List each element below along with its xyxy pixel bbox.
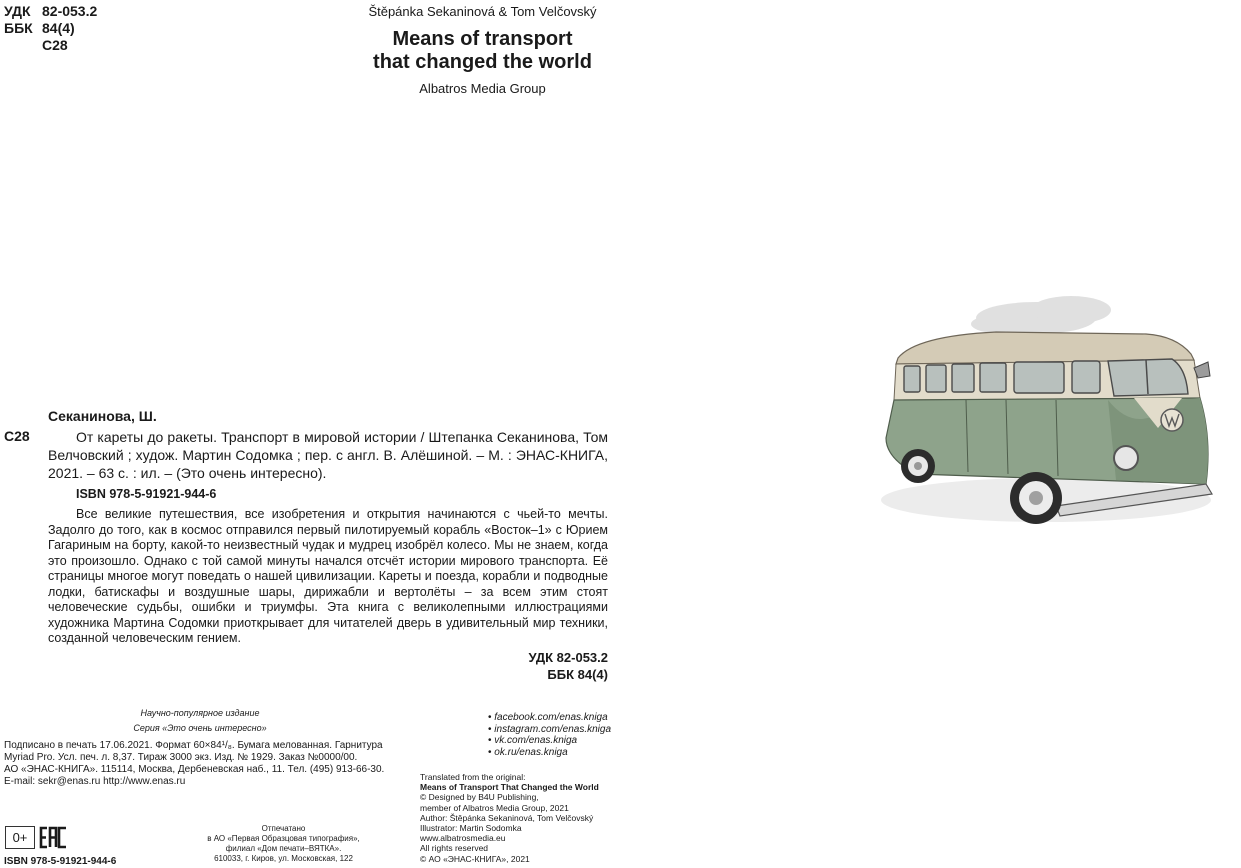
social-link-ok[interactable]: • ok.ru/enas.kniga: [488, 747, 611, 759]
credit-line: © Designed by B4U Publishing,: [420, 792, 539, 803]
front-wheel: [1010, 472, 1062, 524]
social-link-facebook[interactable]: • facebook.com/enas.kniga: [488, 712, 611, 724]
credit-line: Author: Štěpánka Sekaninová, Tom Velčovský: [420, 812, 594, 823]
bbk-value: 84(4): [42, 20, 75, 36]
social-link-vk[interactable]: • vk.com/enas.kniga: [488, 735, 611, 747]
udk-value: 82-053.2: [42, 3, 98, 19]
original-title-line-2: that changed the world: [373, 51, 592, 73]
original-title-line-1: Means of transport: [392, 28, 573, 50]
card-code: С28: [4, 428, 30, 444]
rear-wheel: [901, 449, 935, 483]
smoke-cloud: [971, 296, 1111, 334]
printer-line: в АО «Первая Образцовая типография»,: [207, 834, 360, 843]
age-rating-badge: 0+: [5, 826, 35, 849]
printer-info: [196, 824, 371, 864]
translation-credits: [420, 772, 635, 864]
original-authors: Štěpánka Sekaninová & Tom Velčovský: [368, 4, 597, 19]
original-publisher: Albatros Media Group: [419, 81, 546, 96]
social-link-instagram[interactable]: • instagram.com/enas.kniga: [488, 724, 611, 736]
classification-code: С28: [42, 37, 68, 53]
imprint-line: Myriad Pro. Усл. печ. л. 8,37. Тираж 3000 экз. Изд. № 1929. Заказ №0000/00.: [4, 752, 358, 763]
vintage-bus-illustration: [876, 288, 1221, 538]
card-author: Секанинова, Ш.: [48, 408, 157, 424]
edition-type: Научно-популярное издание: [140, 708, 260, 718]
bottom-isbn: ISBN 978-5-91921-944-6: [4, 856, 117, 867]
card-classification: [440, 649, 608, 683]
imprint-line: Подписано в печать 17.06.2021. Формат 60×84¹/₈. Бумага мелованная. Гарнитура: [4, 740, 383, 751]
printer-line: Отпечатано: [261, 824, 306, 833]
edition-series: Серия «Это очень интересно»: [133, 723, 267, 733]
credit-line: Illustrator: Martin Sodomka: [420, 823, 522, 834]
credit-line: member of Albatros Media Group, 2021: [420, 802, 569, 813]
classification-block: [4, 3, 97, 54]
card-isbn: ISBN 978-5-91921-944-6: [76, 487, 217, 501]
printer-line: 610033, г. Киров, ул. Московская, 122: [214, 854, 353, 863]
imprint-contacts: E-mail: sekr@enas.ru http://www.enas.ru: [4, 776, 186, 787]
card-annotation: Все великие путешествия, все изобретения и открытия начинаются с чьей-то мечты. Задолго до того, как в космос отправился первый пилотируемый корабль «Восток–1» с Юрием Гагариным на борту, какой-то неизвестный чудак и мудрец изобрёл колесо. Мы не знаем, когда это произошло. Однако с той самой минуты начался отсчёт истории мирового транспорта. Её страницы многое могут поведать о нашей цивилизации. Кареты и поезда, корабли и подводные лодки, батискафы и воздушные шары, дирижабли и вертолёты – за всем этим стоят человеческие судьбы, ошибки и триумфы. Эта книга с великолепными иллюстрациями художника Мартина Содомки приоткрывает для читателей дверь в удивительный мир техники, созданной человеческим гением.: [48, 507, 608, 645]
edition-info: [100, 706, 300, 736]
bbk-label: ББК: [4, 20, 33, 36]
original-title-block: [350, 4, 615, 96]
translation-original-title: Means of Transport That Changed the World: [420, 782, 599, 793]
credit-line: www.albatrosmedia.eu: [420, 833, 506, 844]
card-description: От кареты до ракеты. Транспорт в мировой истории / Штепанка Секанинова, Том Велчовский ; худож. Мартин Содомка ; пер. с англ. В. Алёшиной. – М. : ЭНАС-КНИГА, 2021. – 63 с. : ил. – (Это очень интересно).: [48, 429, 608, 481]
card-bbk: ББК 84(4): [547, 667, 608, 682]
printer-line: филиал «Дом печати–ВЯТКА».: [225, 844, 342, 853]
translation-intro: Translated from the original:: [420, 772, 526, 782]
eac-mark-icon: [39, 826, 68, 849]
social-links: [488, 712, 611, 758]
credit-line: All rights reserved: [420, 843, 489, 854]
card-udk: УДК 82-053.2: [528, 650, 608, 665]
original-title: [350, 28, 615, 74]
imprint-block: [4, 740, 389, 788]
credit-line: © АО «ЭНАС-КНИГА», 2021: [420, 853, 530, 864]
udk-label: УДК: [4, 3, 31, 19]
imprint-line: АО «ЭНАС-КНИГА». 115114, Москва, Дербеневская наб., 11. Тел. (495) 913-66-30.: [4, 764, 385, 775]
